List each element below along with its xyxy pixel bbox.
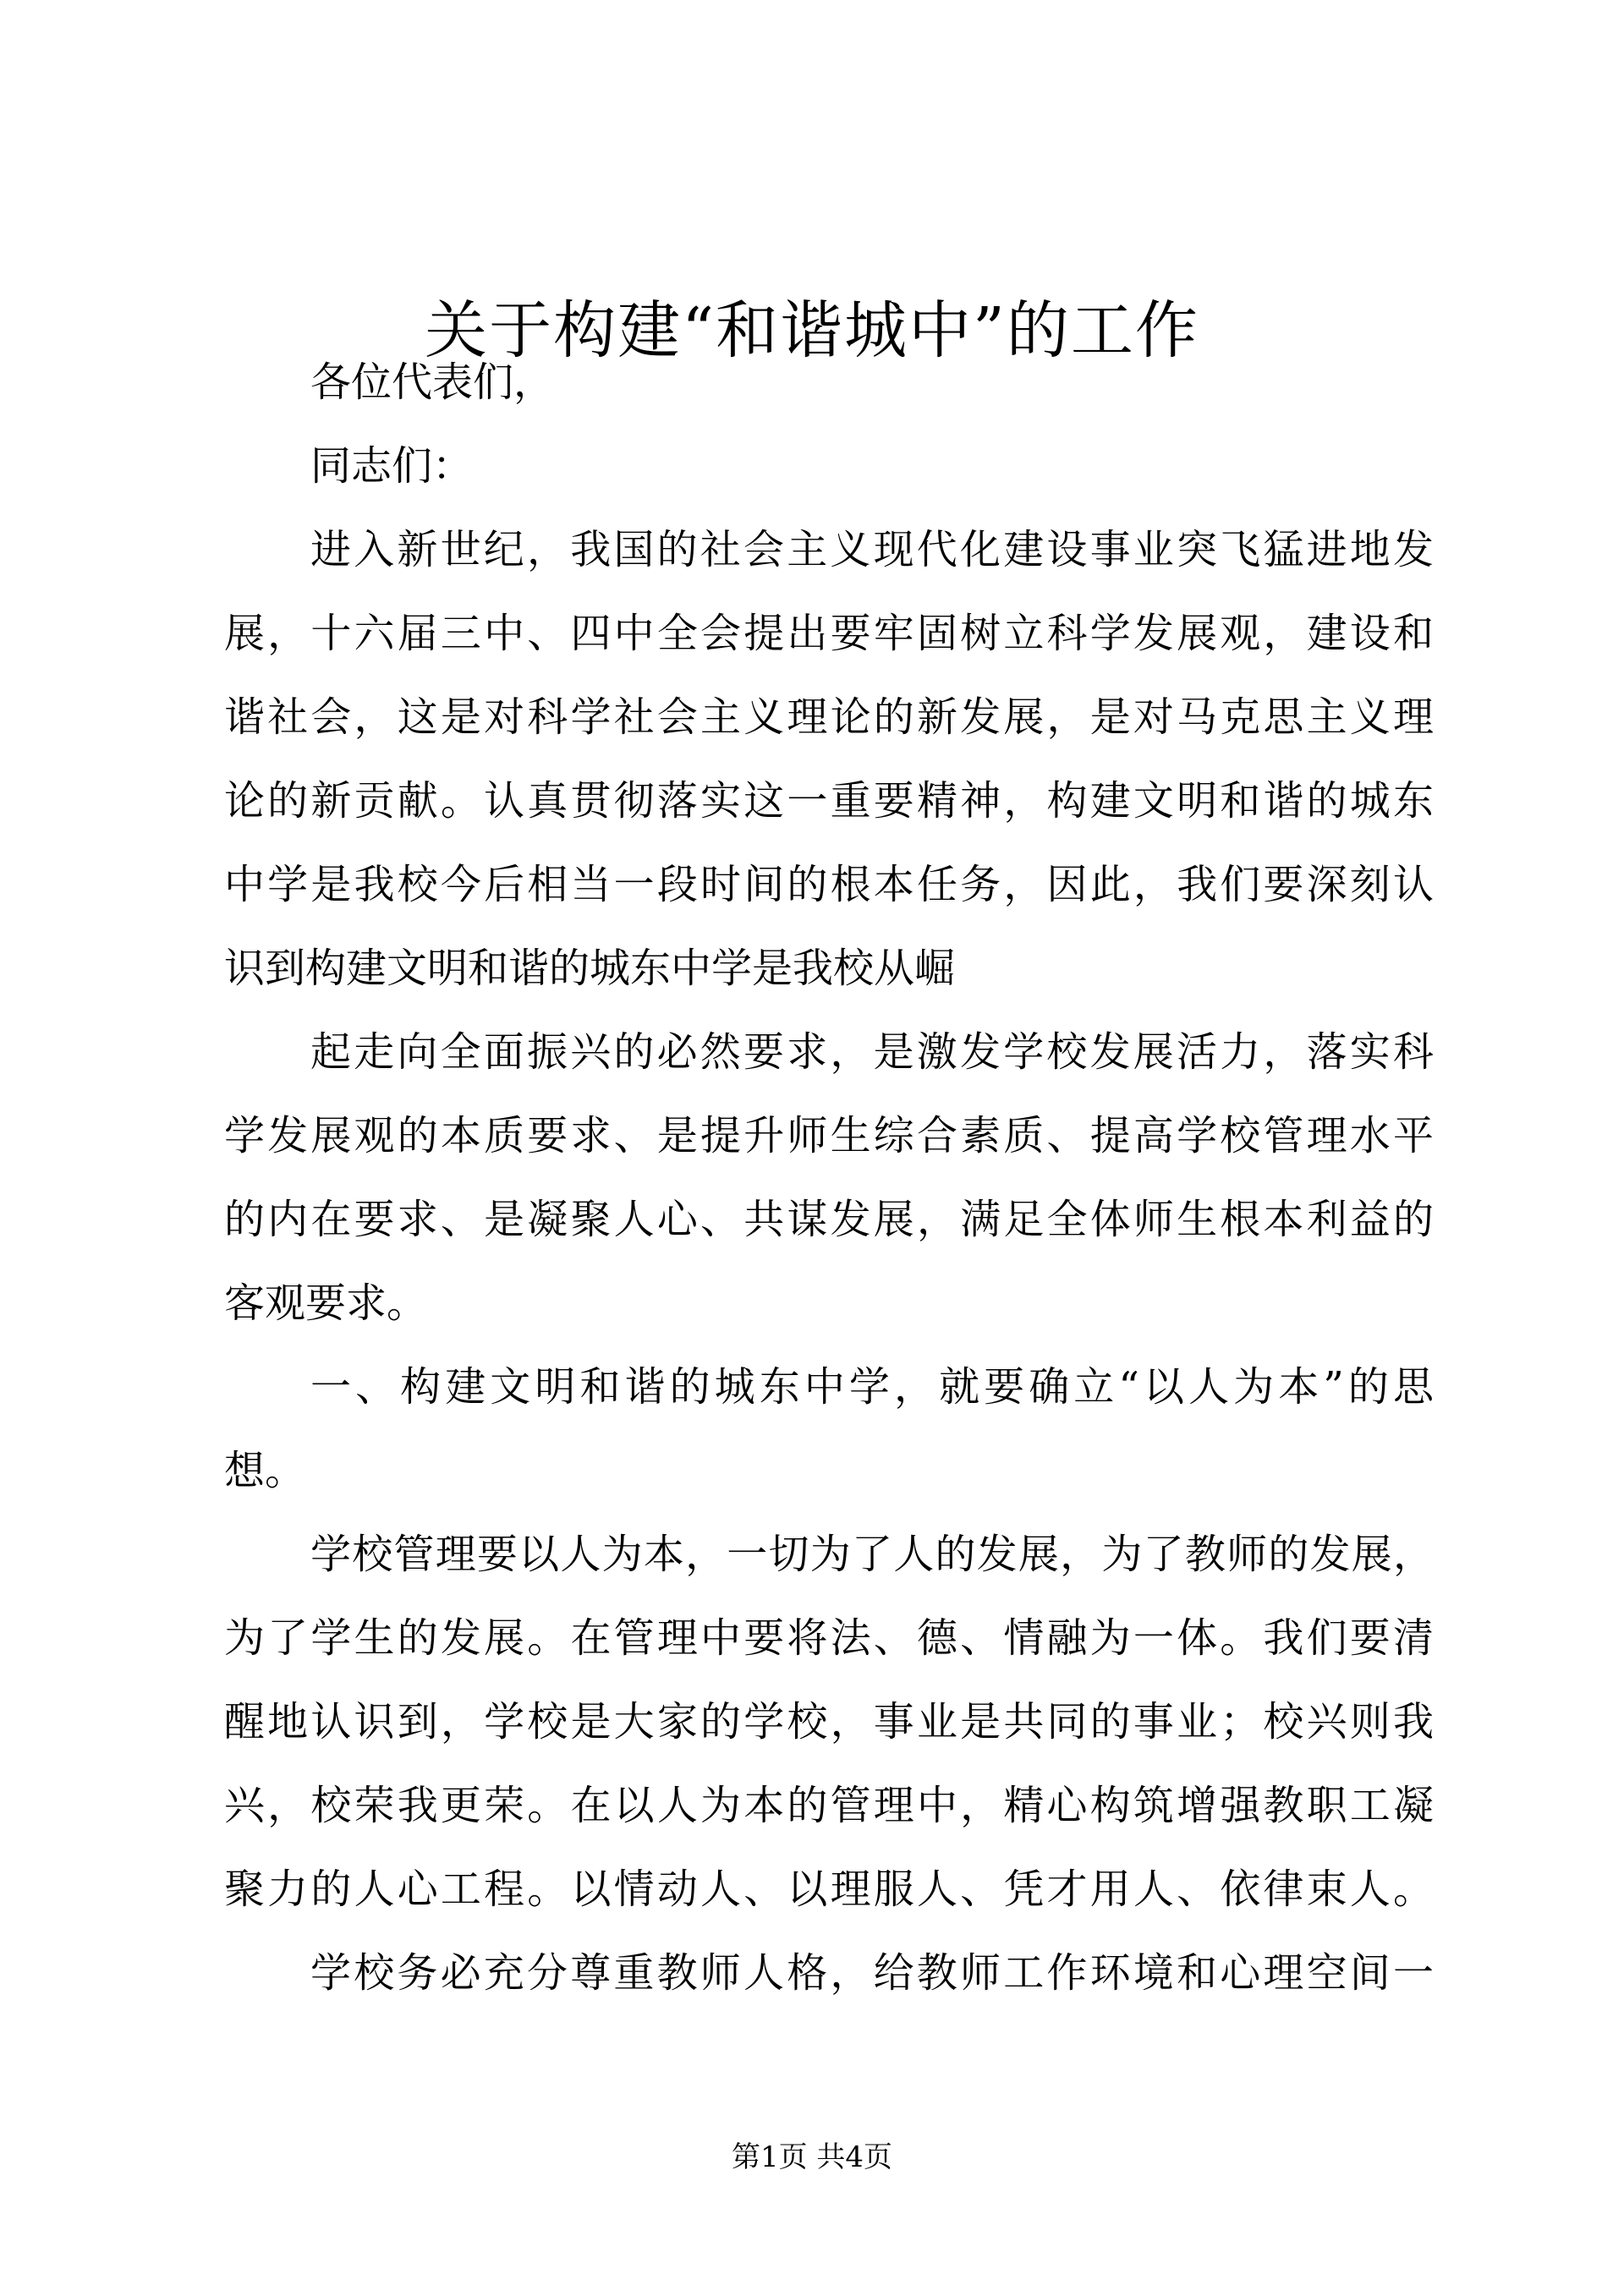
text-line: 论的新贡献。认真贯彻落实这一重要精神，构建文明和谐的城东 <box>224 777 1434 825</box>
text-line: 客观要求。 <box>224 1280 428 1327</box>
text-line: 中学是我校今后相当一段时间的根本任务，因此，我们要深刻认 <box>224 861 1434 908</box>
text-line: 学发展观的本质要求、是提升师生综合素质、提高学校管理水平 <box>224 1112 1434 1159</box>
text-line: 想。 <box>224 1447 306 1494</box>
document-body <box>224 341 1434 2015</box>
text-line: 同志们： <box>310 442 474 490</box>
text-line: 展，十六届三中、四中全会提出要牢固树立科学发展观，建设和 <box>224 610 1434 657</box>
text-line: 一、构建文明和谐的城东中学，就要确立“以人为本”的思 <box>310 1363 1434 1411</box>
text-line: 为了学生的发展。在管理中要将法、德、情融为一体。我们要清 <box>224 1614 1434 1662</box>
page-number-footer: 第1页 共4页 <box>731 2140 893 2174</box>
text-line: 兴，校荣我更荣。在以人为本的管理中，精心构筑增强教职工凝 <box>224 1782 1434 1829</box>
text-line: 谐社会，这是对科学社会主义理论的新发展，是对马克思主义理 <box>224 693 1434 741</box>
text-line: 起走向全面振兴的必然要求，是激发学校发展活力，落实科 <box>310 1028 1434 1076</box>
text-line: 聚力的人心工程。以情动人、以理服人、凭才用人、依律束人。 <box>224 1866 1434 1913</box>
text-line: 学校管理要以人为本，一切为了人的发展，为了教师的发展， <box>310 1531 1434 1578</box>
text-line: 识到构建文明和谐的城东中学是我校从崛 <box>224 945 956 992</box>
text-line: 醒地认识到，学校是大家的学校，事业是共同的事业；校兴则我 <box>224 1698 1434 1745</box>
text-line: 的内在要求、是凝聚人心、共谋发展，满足全体师生根本利益的 <box>224 1196 1434 1243</box>
text-line: 各位代表们， <box>310 359 555 406</box>
document-title: 关于构建“和谐城中”的工作 <box>425 294 1199 367</box>
text-line: 学校务必充分尊重教师人格，给教师工作环境和心理空间一 <box>310 1949 1434 1997</box>
text-line: 进入新世纪，我国的社会主义现代化建设事业突飞猛进地发 <box>310 526 1434 573</box>
